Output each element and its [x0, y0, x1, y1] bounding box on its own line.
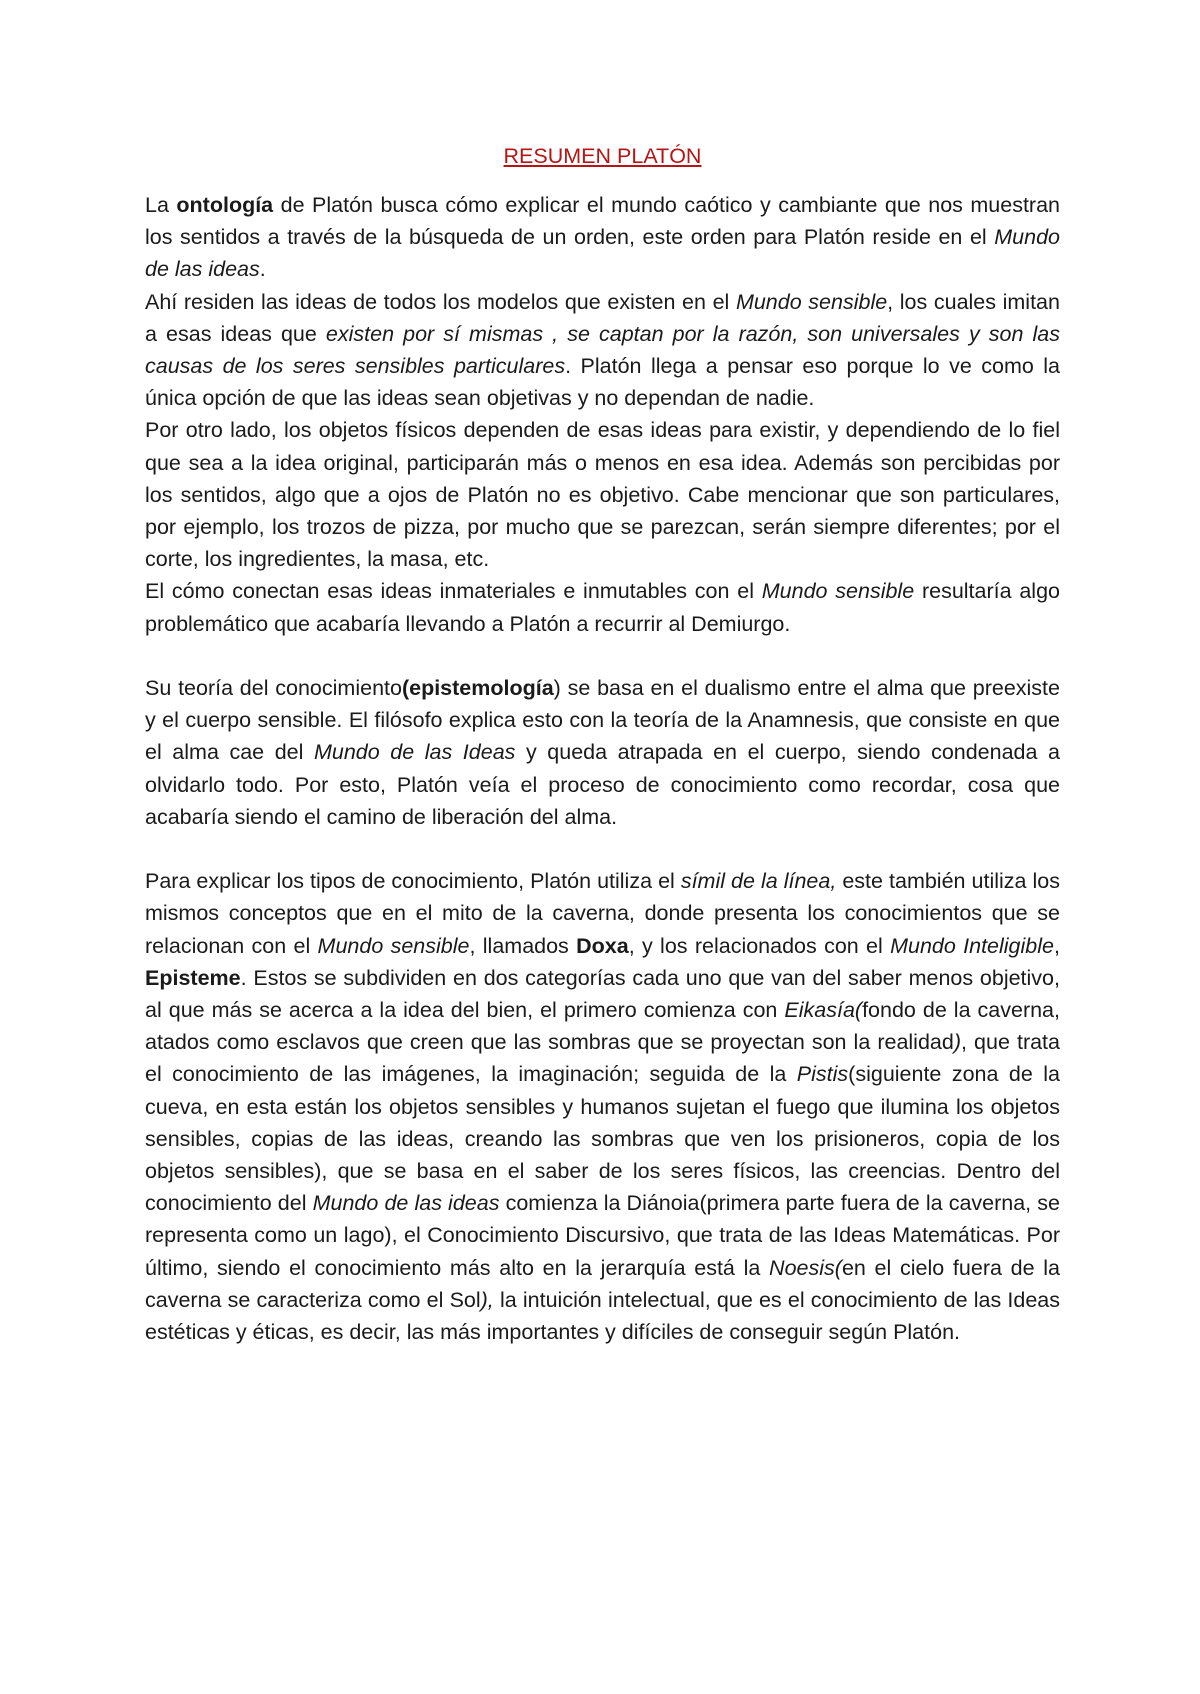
text-run: Su teoría del conocimiento — [145, 676, 402, 701]
document-title: RESUMEN PLATÓN — [503, 144, 702, 168]
text-run: . — [259, 257, 266, 282]
paragraph-p6 — [145, 865, 1060, 1348]
text-run: El cómo conectan esas ideas inmateriales e inmutables con el — [145, 579, 762, 604]
text-run: , los cuales imitan a esas ideas que — [145, 289, 1060, 346]
text-run: la intuición intelectual, que es el conocimiento de las Ideas estéticas y éticas, es decir, las más importantes y difíciles de conseguir según Platón. — [145, 1287, 1060, 1345]
text-run: y queda atrapada en el cuerpo, siendo condenada a olvidarlo todo. Por esto, Platón veía el proceso de conocimiento como recordar, cosa que acabaría siendo el camino de liberación del alma. — [145, 740, 1060, 829]
bold-term: ontología — [176, 193, 274, 217]
document-page — [145, 140, 1060, 1348]
text-run: resultaría algo problemático que acabaría llevando a Platón a recurrir al Demiurgo. — [145, 579, 1060, 636]
paragraph-spacer — [145, 833, 1060, 865]
text-run: Para explicar los tipos de conocimiento, Platón utiliza el — [145, 869, 681, 894]
bold-term: (epistemología — [401, 676, 554, 701]
text-run: (siguiente zona de la cueva, en esta están los objetos sensibles y humanos sujetan el fuego que ilumina los objetos sensibles, copias de las ideas, creando las sombras que ven los prisioneros, copia de los objetos sensibles), que se basa en el saber de los seres físicos, las creencias. Dentro del conocimiento del — [145, 1062, 1060, 1216]
text-run: . Estos se subdividen en dos categorías cada uno que van del saber menos objetivo, al que más se acerca a la idea del bien, el primero comienza con — [145, 965, 1060, 1023]
italic-term: Mundo sensible — [761, 579, 915, 604]
text-run: este también utiliza los mismos conceptos que en el mito de la caverna, donde presenta los conocimientos que se relacionan con el — [145, 869, 1060, 958]
italic-term: Mundo sensible — [317, 933, 470, 958]
italic-term: símil de la línea, — [680, 869, 837, 894]
text-run: Ahí residen las ideas de todos los modelos que existen en el — [145, 289, 736, 314]
italic-term: existen por sí mismas , se captan por la razón, son universales y son las causas de los seres sensibles particulares — [145, 321, 1060, 379]
italic-term: Mundo de las ideas — [312, 1191, 500, 1216]
bold-term: Episteme — [145, 965, 241, 990]
text-run: Por otro lado, los objetos físicos dependen de esas ideas para existir, y dependiendo de lo fiel que sea a la idea original, participarán más o menos en esa idea. Además son percibidas por los sentidos, algo que a ojos de Platón no es objetivo. Cabe mencionar que son particulares, por ejemplo, los trozos de pizza, por mucho que se parezcan, serán siempre diferentes; por el corte, los ingredientes, la masa, etc. — [145, 418, 1060, 572]
text-run: , y los relacionados con el — [628, 933, 891, 958]
paragraph-p5 — [145, 672, 1060, 833]
italic-term: Mundo de las ideas — [145, 225, 1060, 282]
text-run: de Platón busca cómo explicar el mundo caótico y cambiante que nos muestran los sentidos a través de la búsqueda de un orden, este orden para Platón reside en el — [145, 193, 1061, 250]
text-run: ) se basa en el dualismo entre el alma que preexiste y el cuerpo sensible. El filósofo explica esto con la teoría de la Anamnesis, que consiste en que el alma cae del — [145, 676, 1060, 765]
paragraph-p3 — [145, 414, 1060, 575]
italic-term: Noesis( — [769, 1255, 842, 1280]
italic-term: ), — [480, 1287, 494, 1312]
text-run: fondo de la caverna, atados como esclavos que creen que las sombras que se proyectan son la realidad — [145, 998, 1060, 1055]
italic-term: Mundo Inteligible — [890, 933, 1054, 958]
bold-term: Doxa — [576, 933, 629, 958]
text-run: en el cielo fuera de la caverna se caracteriza como el Sol — [145, 1255, 1060, 1312]
text-run: . Platón llega a pensar eso porque lo ve como la única opción de que las ideas sean objetivas y no dependan de nadie. — [145, 354, 1060, 411]
paragraph-p1 — [145, 189, 1060, 286]
text-run: comienza la Diánoia(primera parte fuera de la caverna, se representa como un lago), el Conocimiento Discursivo, que trata de las Ideas Matemáticas. Por último, siendo el conocimiento más alto en la jerarquía está la — [145, 1191, 1060, 1280]
italic-term: Eikasía( — [784, 998, 863, 1023]
text-run: , llamados — [469, 933, 577, 958]
paragraph-p4 — [145, 575, 1060, 639]
text-run: , que trata el conocimiento de las imágenes, la imaginación; seguida de la — [145, 1030, 1060, 1087]
italic-term: ) — [953, 1030, 962, 1055]
text-run: , — [1053, 933, 1060, 958]
italic-term: Mundo de las Ideas — [313, 740, 516, 765]
italic-term: Pistis — [796, 1062, 849, 1087]
italic-term: Mundo sensible — [735, 289, 888, 314]
paragraph-spacer — [145, 640, 1060, 672]
document-body — [145, 189, 1060, 1348]
paragraph-p2 — [145, 286, 1060, 415]
text-run: La — [145, 193, 177, 217]
